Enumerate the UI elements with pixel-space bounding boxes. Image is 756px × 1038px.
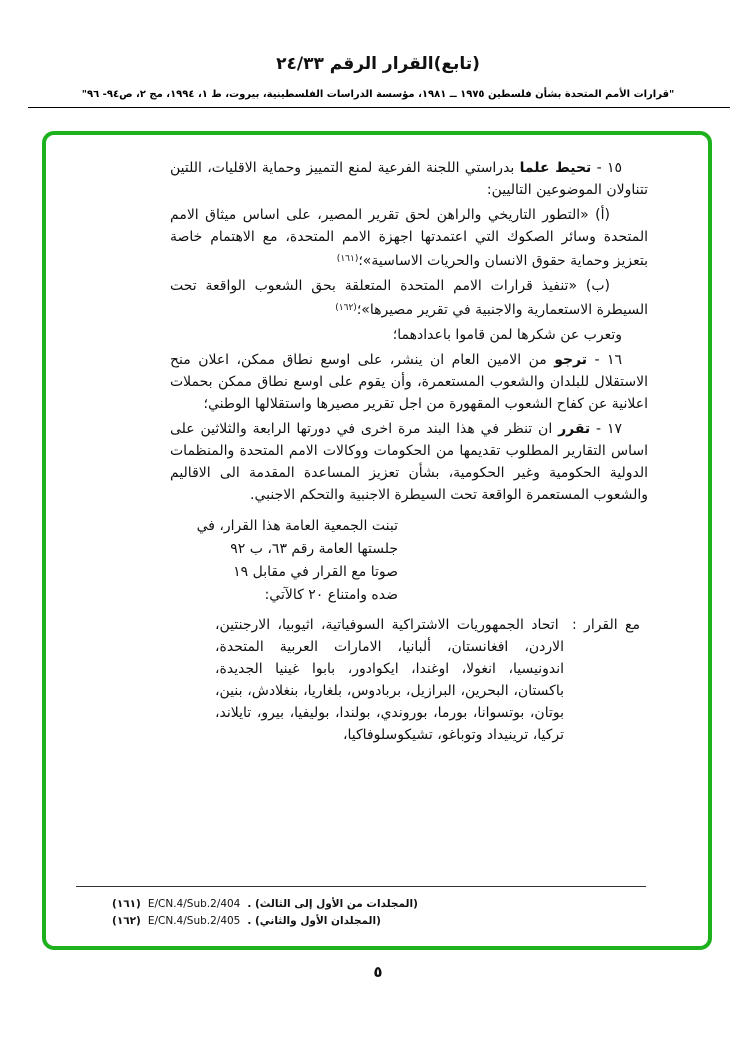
vote-with-paragraph [46,614,708,746]
vote-with-countries: اتحاد الجمهوريات الاشتراكية السوفياتية، اثيوبيا، الارجنتين، الاردن، افغانستان، ألبانيا، الامارات العربية المتحدة، اندونيسيا، انغولا، اوغندا، ايكوادور، بابوا غينيا الجديدة، باكستان، البحرين، البرازيل، بربادوس، بلغاريا، بنغلادش، بنين، بوتان، بوتسوانا، بورما، بوروندي، بولندا، بوليفيا، بيرو، تايلاند، تركيا، ترينيداد وتوباغو، تشيكوسلوفاكيا، [215,617,564,743]
footnote [112,896,698,913]
paragraph: ١٥ - تحيط علما بدراستي اللجنة الفرعية لمنع التمييز وحماية الاقليات، اللتين تتناولان الموضوعين التاليين: [170,160,648,198]
adoption-line: ضده وامتناع ٢٠ كالآتي: [264,587,398,603]
footnote-document-code: E/CN.4/Sub.2/404 [147,898,241,910]
paragraph: (أ) «التطور التاريخي والراهن لحق تقرير المصير، على اساس ميثاق الامم المتحدة وسائر الصكوك التي اعتمدتها اجهزة الامم المتحدة، مع الاهتمام خاصة بتعزيز وحماية حقوق الانسان والحريات الاساسية»؛$^{(١٦١)}$ [170,207,648,269]
paragraph: ١٦ - ترجو من الامين العام ان ينشر، على اوسع نطاق ممكن، اعلان منح الاستقلال للبلدان والشعوب المستعمرة، وأن يقوم على اوسع نطاق ممكن بحملات اعلانية عن كفاح الشعوب المقهورة من اجل تقرير مصيرها واستقلالها الوطني؛ [170,352,648,412]
content-frame [42,131,712,950]
footnote-document-code: E/CN.4/Sub.2/405 [147,915,241,927]
flex-spacer [46,746,708,886]
page-number: ٥ [373,963,383,981]
footnote-note: (المجلدان الأول والثاني) . [247,915,381,927]
adoption-line: صوتا مع القرار في مقابل ١٩ [233,564,398,580]
footnote-reference: (١٦١) [336,254,359,264]
header-divider [28,107,730,108]
adoption-line: تبنت الجمعية العامة هذا القرار، في [196,518,398,534]
paragraph: وتعرب عن شكرها لمن قاموا باعدادهما؛ [392,327,622,343]
vote-with-label: مع القرار : [571,617,640,633]
footnote-reference: (١٦٢) [335,303,357,313]
footnote-marker: (١٦١) [112,898,141,910]
resolution-title: (تابع)القرار الرقم ٢٤/٣٣ [276,54,480,74]
paragraph: ١٧ - تقرر ان تنظر في هذا البند مرة اخرى في دورتها الرابعة والثلاثين على اساس التقارير المطلوب تقديمها من الحكومات ووكالات الامم المتحدة والمنظمات الدولية الحكومية وغير الحكومية، بشأن تعزيز المساعدة المقدمة الى الاقاليم والشعوب المستعمرة الواقعة تحت السيطرة الاجنبية والتحكم الاجنبي. [170,421,648,503]
source-citation: "قرارات الأمم المتحدة بشأن فلسطين ١٩٧٥ ــ ١٩٨١، مؤسسة الدراسات الفلسطينية، بيروت، ط ١، ١٩٩٤، مج ٢، ص٩٤- ٩٦" [81,89,675,100]
paragraph: (ب) «تنفيذ قرارات الامم المتحدة المتعلقة بحق الشعوب الواقعة تحت السيطرة الاستعمارية والاجنبية في تقرير مصيرها»؛$^{(١٦٢)}$ [170,278,648,318]
resolution-body-text [46,135,708,509]
adoption-line: جلستها العامة رقم ٦٣، ب ٩٢ [230,541,398,557]
footnote [112,913,698,930]
adoption-note [46,515,708,607]
footnotes-block [46,896,708,946]
footnote-separator [76,886,646,887]
footnote-note: (المجلدات من الأول إلى الثالث) . [247,898,418,910]
footnote-marker: (١٦٢) [112,915,141,927]
